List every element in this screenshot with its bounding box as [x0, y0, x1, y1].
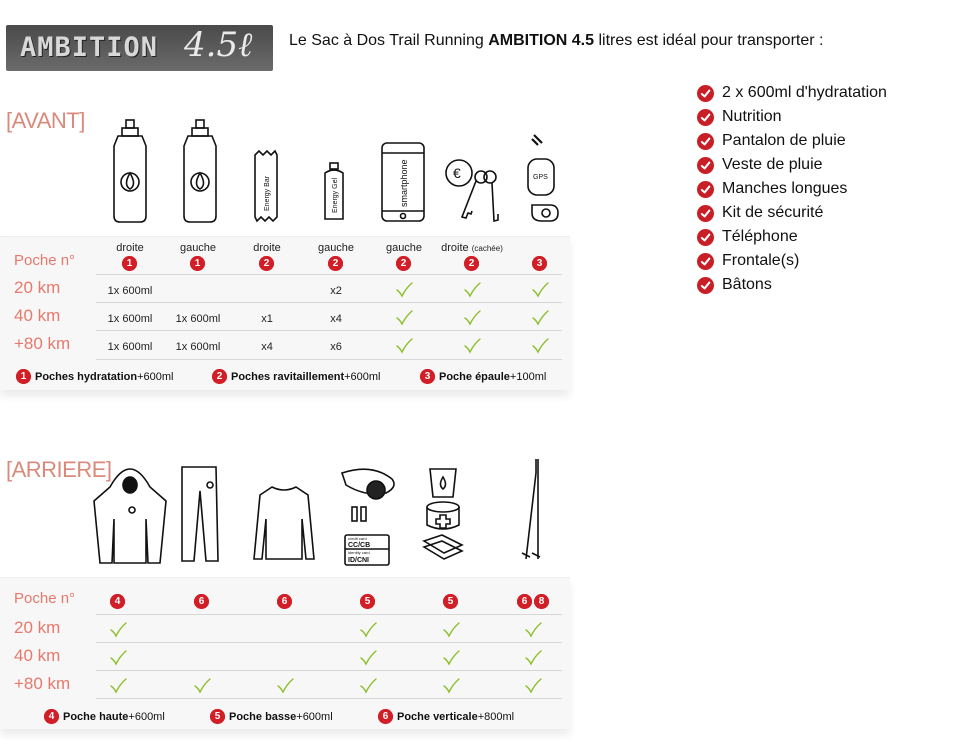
check-mark-icon: [530, 336, 550, 356]
soft-flask-icon: [184, 120, 216, 222]
feature-item: [697, 201, 887, 225]
table-cell: 1x 600ml: [175, 313, 221, 325]
check-badge-icon: [697, 277, 714, 294]
legend-capacity: +600ml: [344, 370, 381, 383]
row-divider: [96, 330, 562, 331]
legend-item: [44, 709, 165, 724]
feature-item: [697, 81, 887, 105]
pocket-number-badge: 1: [16, 369, 31, 384]
id-text: ID/CNI: [348, 557, 369, 564]
legend-item: [210, 709, 333, 724]
row-divider: [96, 302, 562, 303]
pocket-number-badge: 3: [420, 369, 435, 384]
smartphone-text: smartphone: [399, 159, 409, 207]
credit-card-label: credit card: [348, 536, 367, 541]
check-mark-icon: [358, 620, 378, 640]
front-illustrations: [100, 115, 570, 233]
feature-item: [697, 225, 887, 249]
check-badge-icon: [697, 253, 714, 270]
check-badge-icon: [697, 157, 714, 174]
table-cell: 1x 600ml: [175, 341, 221, 353]
distance-label: +80 km: [14, 334, 71, 353]
feature-item: [697, 273, 887, 297]
feature-label: Bâtons: [722, 276, 772, 293]
pocket-number-badge: 2: [212, 369, 227, 384]
distance-label: 40 km: [14, 646, 61, 665]
distance-label: 40 km: [14, 306, 61, 325]
check-mark-icon: [394, 336, 414, 356]
feature-item: [697, 249, 887, 273]
gps-text: GPS: [533, 174, 548, 181]
smartphone-icon: [382, 143, 424, 221]
check-mark-icon: [358, 648, 378, 668]
check-badge-icon: [697, 109, 714, 126]
table-cell: 1x 600ml: [107, 313, 153, 325]
pocket-number-badge: 2: [396, 256, 411, 271]
feature-label: Veste de pluie: [722, 156, 823, 173]
feature-item: [697, 177, 887, 201]
pocket-number-badge: 6: [517, 594, 532, 609]
table-cell: x4: [261, 341, 273, 353]
identity-card-label: identity card: [348, 550, 370, 555]
check-mark-icon: [441, 620, 461, 640]
intro-suffix: litres est idéal pour transporter :: [594, 32, 824, 49]
check-badge-icon: [697, 133, 714, 150]
feature-label: Nutrition: [722, 108, 782, 125]
table-cell: x4: [330, 313, 342, 325]
feature-item: [697, 105, 887, 129]
row-divider: [96, 274, 562, 275]
pocket-label: Poche n°: [14, 252, 76, 269]
check-mark-icon: [523, 620, 543, 640]
legend-label: Poches ravitaillement: [231, 370, 345, 383]
column-header: droite: [253, 242, 281, 254]
check-badge-icon: [697, 181, 714, 198]
feature-list: [697, 81, 887, 297]
safety-kit-icon: [424, 469, 462, 559]
pocket-number-badge: 5: [443, 594, 458, 609]
feature-item: [697, 153, 887, 177]
check-mark-icon: [462, 308, 482, 328]
row-divider: [96, 642, 562, 643]
energy-gel-icon: [325, 163, 343, 219]
row-divider: [96, 698, 562, 699]
brand-logo: [6, 25, 273, 71]
pocket-number-badge: 5: [360, 594, 375, 609]
feature-label: Manches longues: [722, 180, 848, 197]
energy-gel-text: Energy Gel: [332, 177, 339, 213]
legend-label: Poche verticale: [397, 710, 478, 723]
feature-label: Kit de sécurité: [722, 204, 824, 221]
cc-text: CC/CB: [348, 542, 371, 549]
column-header: gauche: [179, 242, 217, 254]
logo-main-text: AMBITION: [20, 32, 159, 63]
check-mark-icon: [275, 676, 295, 696]
distance-label: 20 km: [14, 618, 61, 637]
energy-bar-text: Energy Bar: [264, 175, 271, 211]
check-mark-icon: [523, 648, 543, 668]
check-mark-icon: [108, 620, 128, 640]
check-mark-icon: [108, 676, 128, 696]
pocket-number-badge: 4: [44, 709, 59, 724]
intro-prefix: Le Sac à Dos Trail Running: [289, 32, 489, 49]
table-cell: 1x 600ml: [107, 285, 153, 297]
pocket-number-badge: 3: [532, 256, 547, 271]
column-header: gauche: [385, 242, 423, 254]
column-header: droite (cachée): [441, 242, 503, 254]
legend-label: Poches hydratation: [35, 370, 138, 383]
check-mark-icon: [192, 676, 212, 696]
pocket-number-badge: 6: [277, 594, 292, 609]
logo-sub-text: 4.5ℓ: [184, 25, 253, 65]
back-illustrations: [80, 455, 560, 573]
row-divider: [96, 359, 562, 360]
distance-label: 20 km: [14, 278, 61, 297]
legend-capacity: +800ml: [477, 710, 515, 723]
feature-label: Pantalon de pluie: [722, 132, 846, 149]
distance-label: +80 km: [14, 674, 71, 693]
pocket-number-badge: 8: [534, 594, 549, 609]
legend-capacity: +100ml: [509, 370, 547, 383]
intro-product: AMBITION 4.5: [488, 32, 595, 49]
check-mark-icon: [523, 676, 543, 696]
legend-label: Poche épaule: [439, 370, 510, 383]
long-sleeve-icon: [254, 487, 314, 559]
legend-capacity: +600ml: [296, 710, 333, 723]
back-section-label: [ARRIERE]: [6, 457, 112, 482]
feature-label: Téléphone: [722, 228, 798, 245]
front-section-label: [AVANT]: [6, 108, 85, 133]
legend-item: [16, 369, 173, 384]
row-divider: [96, 670, 562, 671]
legend-item: [212, 369, 381, 384]
rain-pants-icon: [182, 467, 218, 561]
headlamp-icon: [342, 469, 394, 565]
soft-flask-icon: [114, 120, 146, 222]
rain-jacket-icon: [94, 469, 166, 563]
check-badge-icon: [697, 85, 714, 102]
row-divider: [96, 614, 562, 615]
check-mark-icon: [530, 280, 550, 300]
legend-label: Poche basse: [229, 710, 297, 723]
check-mark-icon: [441, 648, 461, 668]
pocket-number-badge: 5: [210, 709, 225, 724]
legend-item: [378, 709, 514, 724]
table-cell: x6: [330, 341, 342, 353]
column-header: gauche: [317, 242, 355, 254]
pocket-label: Poche n°: [14, 590, 76, 607]
pocket-number-badge: 6: [194, 594, 209, 609]
table-cell: x2: [330, 285, 342, 297]
energy-bar-icon: [255, 151, 277, 221]
feature-label: 2 x 600ml d'hydratation: [722, 84, 887, 101]
check-mark-icon: [358, 676, 378, 696]
front-pocket-table: [0, 236, 570, 390]
column-header: droite: [116, 242, 144, 254]
check-mark-icon: [394, 280, 414, 300]
pocket-number-badge: 1: [190, 256, 205, 271]
legend-label: Poche haute: [63, 710, 129, 723]
legend-capacity: +600ml: [128, 710, 165, 723]
check-mark-icon: [462, 280, 482, 300]
back-pocket-table: [0, 577, 570, 729]
check-mark-icon: [530, 308, 550, 328]
check-mark-icon: [394, 308, 414, 328]
check-badge-icon: [697, 229, 714, 246]
pocket-number-badge: 1: [122, 256, 137, 271]
legend-capacity: +600ml: [137, 370, 174, 383]
gps-whistle-icon: [528, 135, 558, 221]
coin-keys-icon: [446, 160, 498, 221]
check-badge-icon: [697, 205, 714, 222]
check-mark-icon: [441, 676, 461, 696]
check-mark-icon: [108, 648, 128, 668]
check-mark-icon: [462, 336, 482, 356]
intro-text: [289, 32, 823, 50]
trekking-poles-icon: [522, 459, 540, 559]
pocket-number-badge: 6: [378, 709, 393, 724]
pocket-number-badge: 2: [259, 256, 274, 271]
table-cell: x1: [261, 313, 273, 325]
svg-text:€: €: [453, 165, 461, 181]
legend-item: [420, 369, 546, 384]
feature-item: [697, 129, 887, 153]
pocket-number-badge: 2: [464, 256, 479, 271]
table-cell: 1x 600ml: [107, 341, 153, 353]
feature-label: Frontale(s): [722, 252, 800, 269]
pocket-number-badge: 4: [110, 594, 125, 609]
pocket-number-badge: 2: [328, 256, 343, 271]
